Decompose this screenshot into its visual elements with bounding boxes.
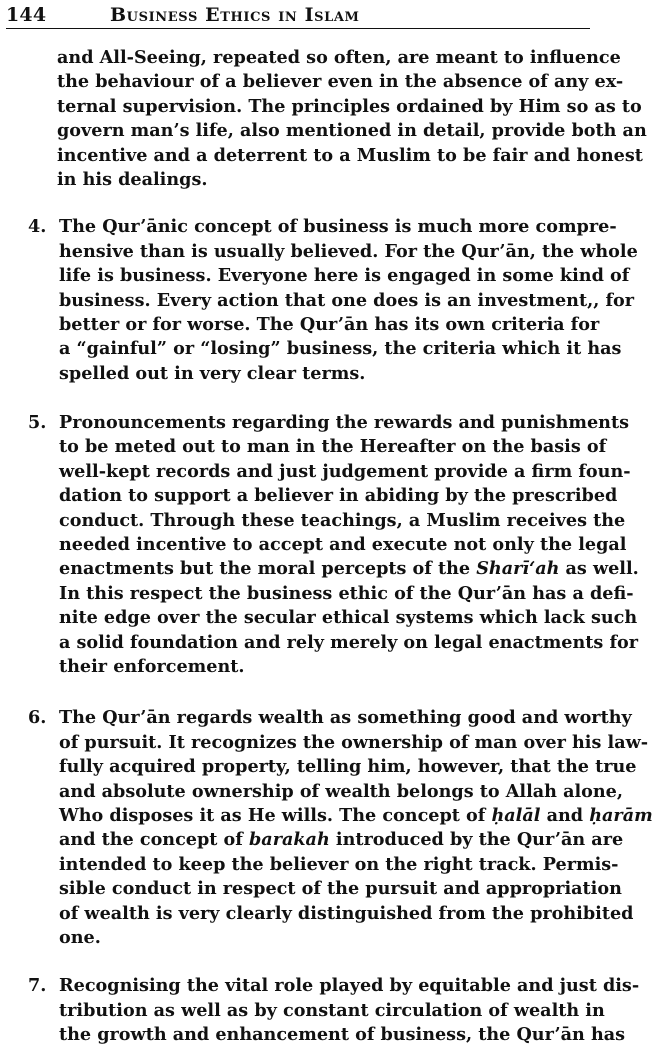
- item-text: [59, 974, 640, 1047]
- text-line: In this respect the business ethic of the Qur’ān has a defi-: [59, 582, 634, 604]
- item-number: 4.: [28, 216, 47, 238]
- text-line: The Qur’ānic concept of business is much more compre-: [59, 216, 617, 238]
- text-line: nite edge over the secular ethical systems which lack such: [59, 607, 638, 629]
- text-line-with-term: [59, 557, 639, 581]
- italic-term-barakah: barakah: [249, 829, 330, 851]
- text-line: sible conduct in respect of the pursuit and appropriation: [59, 878, 622, 900]
- text-line: conduct. Through these teachings, a Muslim receives the: [59, 509, 626, 531]
- text-line: well-kept records and just judgement provide a firm foun-: [59, 460, 631, 482]
- text-line: ternal supervision. The principles ordained by Him so as to: [57, 95, 642, 117]
- text-line: in his dealings.: [57, 168, 208, 190]
- running-title: Business Ethics in Islam: [110, 4, 360, 26]
- text-segment: Who disposes it as He wills. The concept of: [59, 804, 486, 826]
- italic-term-shariah: Sharī‘ah: [476, 558, 560, 580]
- item-number: 5.: [28, 412, 47, 434]
- text-line: govern man’s life, also mentioned in detail, provide both an: [57, 120, 647, 142]
- continued-paragraph: [57, 46, 647, 192]
- text-line: to be meted out to man in the Hereafter on the basis of: [59, 436, 607, 458]
- text-segment: enactments but the moral percepts of the: [59, 558, 471, 580]
- list-item-5: [0, 411, 639, 679]
- running-header: [6, 2, 590, 29]
- italic-term-haram: ḥarām: [589, 804, 653, 826]
- page-body: [0, 46, 653, 1047]
- text-segment: as well.: [565, 558, 639, 580]
- text-line: intended to keep the believer on the right track. Permis-: [59, 853, 619, 875]
- text-line-with-terms: [59, 804, 653, 828]
- list-item-7: [0, 974, 640, 1047]
- page-number: 144: [6, 4, 47, 26]
- text-segment: introduced by the Qur’ān are: [335, 829, 624, 851]
- text-line: tribution as well as by constant circulation of wealth in: [59, 999, 605, 1021]
- text-line: a solid foundation and rely merely on legal enactments for: [59, 631, 639, 653]
- text-line: fully acquired property, telling him, however, that the true: [59, 756, 637, 778]
- text-line: of pursuit. It recognizes the ownership of man over his law-: [59, 731, 649, 753]
- item-text: [59, 706, 653, 950]
- text-line: a “gainful” or “losing” business, the criteria which it has: [59, 338, 622, 360]
- item-text: [59, 411, 639, 679]
- text-line: the behaviour of a believer even in the absence of any ex-: [57, 71, 624, 93]
- text-line: life is business. Everyone here is engaged in some kind of: [59, 265, 630, 287]
- text-line: Recognising the vital role played by equitable and just dis-: [59, 975, 640, 997]
- text-line: and absolute ownership of wealth belongs to Allah alone,: [59, 780, 624, 802]
- text-segment: and: [546, 804, 584, 826]
- text-line: The Qur’ān regards wealth as something good and worthy: [59, 707, 632, 729]
- text-line: of wealth is very clearly distinguished from the prohibited: [59, 902, 634, 924]
- text-line: and All-Seeing, repeated so often, are meant to influence: [57, 47, 621, 68]
- text-line: business. Every action that one does is an investment,, for: [59, 289, 635, 311]
- text-line: spelled out in very clear terms.: [59, 362, 366, 384]
- item-number: 6.: [28, 707, 47, 729]
- text-line-with-term: [59, 828, 624, 852]
- text-segment: and the concept of: [59, 829, 243, 851]
- text-line: Pronouncements regarding the rewards and punishments: [59, 412, 630, 434]
- text-line: incentive and a deterrent to a Muslim to be fair and honest: [57, 144, 643, 166]
- text-line: hensive than is usually believed. For the Qur’ān, the whole: [59, 240, 638, 262]
- item-number: 7.: [28, 975, 47, 997]
- text-line: their enforcement.: [59, 655, 245, 677]
- text-line: one.: [59, 926, 101, 948]
- text-line: better or for worse. The Qur’ān has its own criteria for: [59, 313, 600, 335]
- text-line: needed incentive to accept and execute not only the legal: [59, 534, 627, 556]
- list-item-4: [0, 215, 638, 386]
- text-line: the growth and enhancement of business, the Qur’ān has: [59, 1024, 626, 1046]
- list-item-6: [0, 706, 653, 950]
- italic-term-halal: ḥalāl: [491, 804, 541, 826]
- item-text: [59, 215, 638, 386]
- text-line: dation to support a believer in abiding by the prescribed: [59, 485, 618, 507]
